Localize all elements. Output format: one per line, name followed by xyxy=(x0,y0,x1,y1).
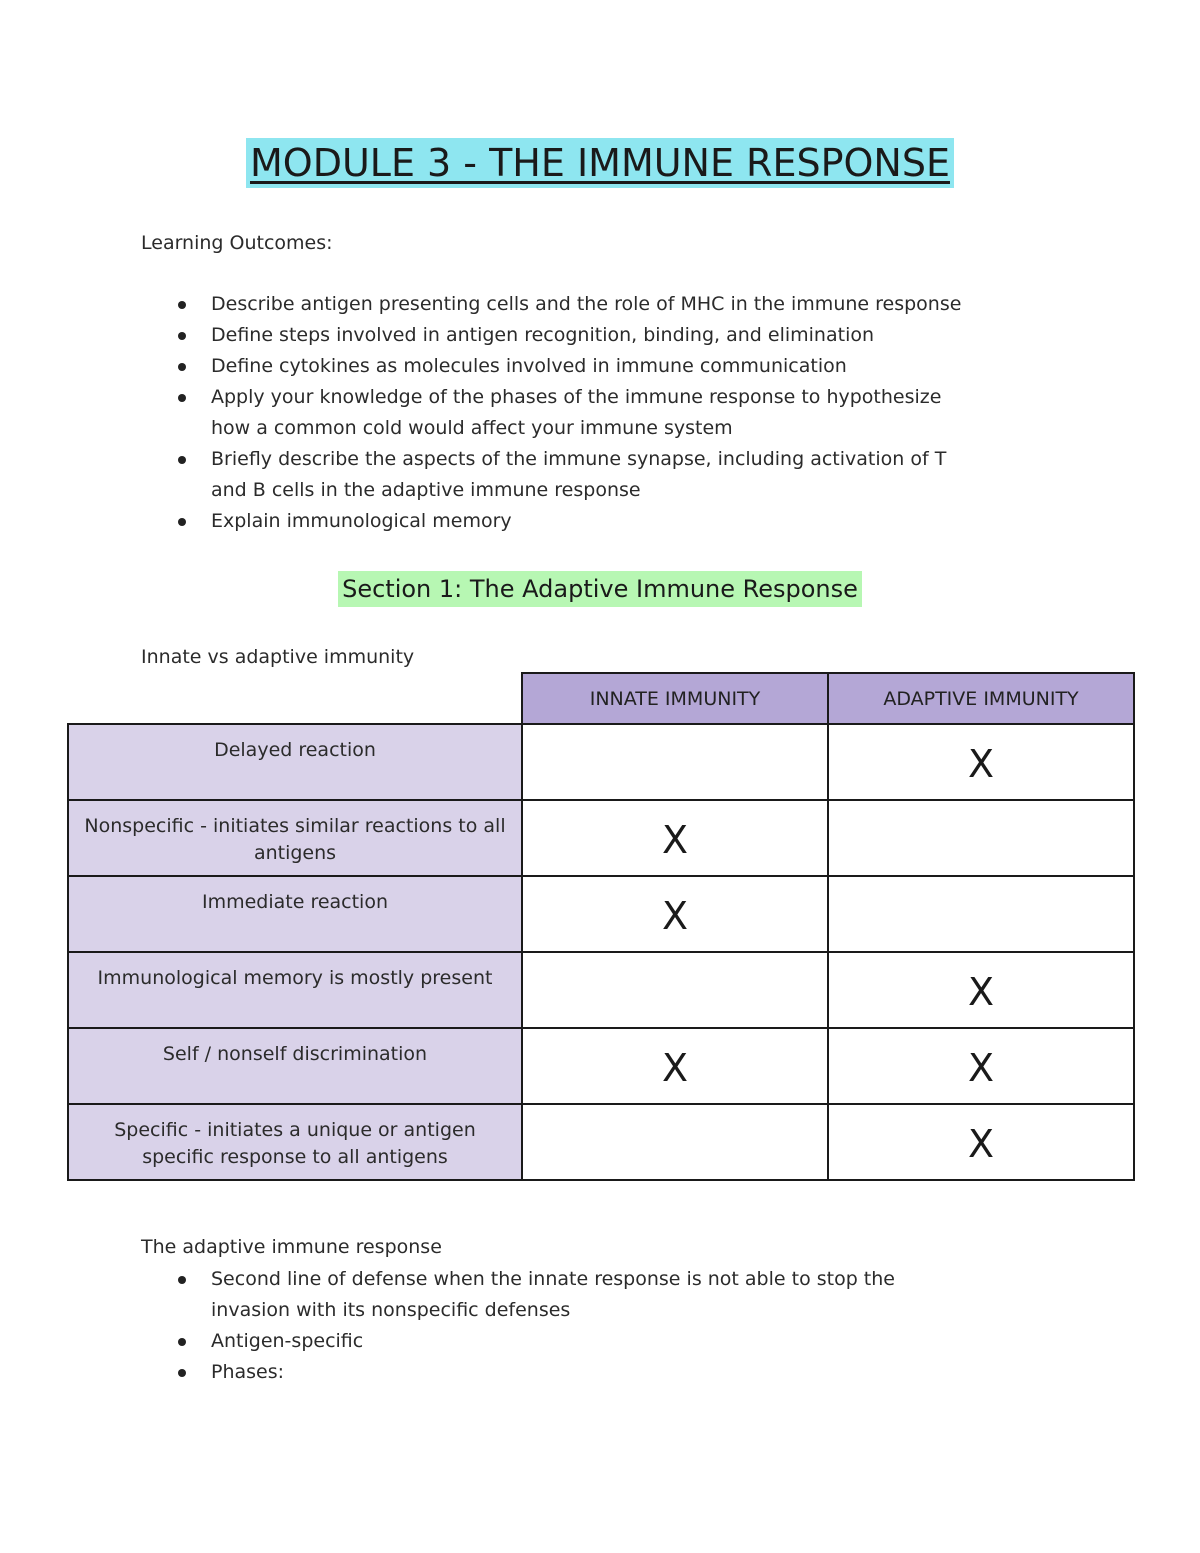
adaptive-mark-cell: X xyxy=(828,1028,1134,1104)
section-heading-text: Section 1: The Adaptive Immune Response xyxy=(338,571,862,607)
list-item: Phases: xyxy=(0,1357,1100,1388)
table-row xyxy=(68,876,1134,952)
list-item: Second line of defense when the innate response is not able to stop the invasion with its nonspecific defenses xyxy=(0,1264,1100,1326)
page-title-text: MODULE 3 - THE IMMUNE RESPONSE xyxy=(246,138,954,188)
innate-mark-cell: X xyxy=(522,800,828,876)
list-item: Briefly describe the aspects of the immune synapse, including activation of T and B cells in the adaptive immune response xyxy=(0,444,1100,506)
row-label: Delayed reaction xyxy=(68,724,522,800)
bullet-icon xyxy=(178,1276,186,1284)
list-item: Describe antigen presenting cells and the role of MHC in the immune response xyxy=(0,289,1100,320)
innate-mark-cell xyxy=(522,724,828,800)
row-label: Immunological memory is mostly present xyxy=(68,952,522,1028)
row-label: Specific - initiates a unique or antigen specific response to all antigens xyxy=(68,1104,522,1180)
row-label: Immediate reaction xyxy=(68,876,522,952)
adaptive-mark-cell xyxy=(828,800,1134,876)
table-row xyxy=(68,1028,1134,1104)
list-item: Apply your knowledge of the phases of the immune response to hypothesize how a common cold would affect your immune system xyxy=(0,382,1100,444)
table-header-row xyxy=(68,673,1134,724)
row-label: Nonspecific - initiates similar reactions to all antigens xyxy=(68,800,522,876)
adaptive-mark-cell: X xyxy=(828,952,1134,1028)
column-header-innate: INNATE IMMUNITY xyxy=(522,673,828,724)
table-row xyxy=(68,724,1134,800)
table-corner-cell xyxy=(68,673,522,724)
bullet-icon xyxy=(178,301,186,309)
list-item: Define cytokines as molecules involved in immune communication xyxy=(0,351,1100,382)
innate-mark-cell: X xyxy=(522,876,828,952)
table-row xyxy=(68,952,1134,1028)
immunity-comparison-table xyxy=(67,672,1135,1181)
column-header-adaptive: ADAPTIVE IMMUNITY xyxy=(828,673,1134,724)
adaptive-response-heading: The adaptive immune response xyxy=(141,1236,442,1258)
bullet-icon xyxy=(178,394,186,402)
adaptive-response-list xyxy=(0,1264,1100,1388)
bullet-icon xyxy=(178,332,186,340)
adaptive-mark-cell: X xyxy=(828,1104,1134,1180)
table-row xyxy=(68,1104,1134,1180)
table-caption: Innate vs adaptive immunity xyxy=(141,646,415,668)
section-heading xyxy=(0,571,1200,607)
bullet-icon xyxy=(178,456,186,464)
bullet-icon xyxy=(178,518,186,526)
list-item: Explain immunological memory xyxy=(0,506,1100,537)
adaptive-mark-cell xyxy=(828,876,1134,952)
bullet-icon xyxy=(178,363,186,371)
learning-outcomes-list xyxy=(0,289,1100,537)
table-row xyxy=(68,800,1134,876)
innate-mark-cell xyxy=(522,1104,828,1180)
list-item: Antigen-specific xyxy=(0,1326,1100,1357)
page-title xyxy=(0,138,1200,188)
bullet-icon xyxy=(178,1338,186,1346)
learning-outcomes-heading: Learning Outcomes: xyxy=(141,232,333,254)
list-item: Define steps involved in antigen recognition, binding, and elimination xyxy=(0,320,1100,351)
adaptive-mark-cell: X xyxy=(828,724,1134,800)
row-label: Self / nonself discrimination xyxy=(68,1028,522,1104)
innate-mark-cell xyxy=(522,952,828,1028)
bullet-icon xyxy=(178,1369,186,1377)
innate-mark-cell: X xyxy=(522,1028,828,1104)
